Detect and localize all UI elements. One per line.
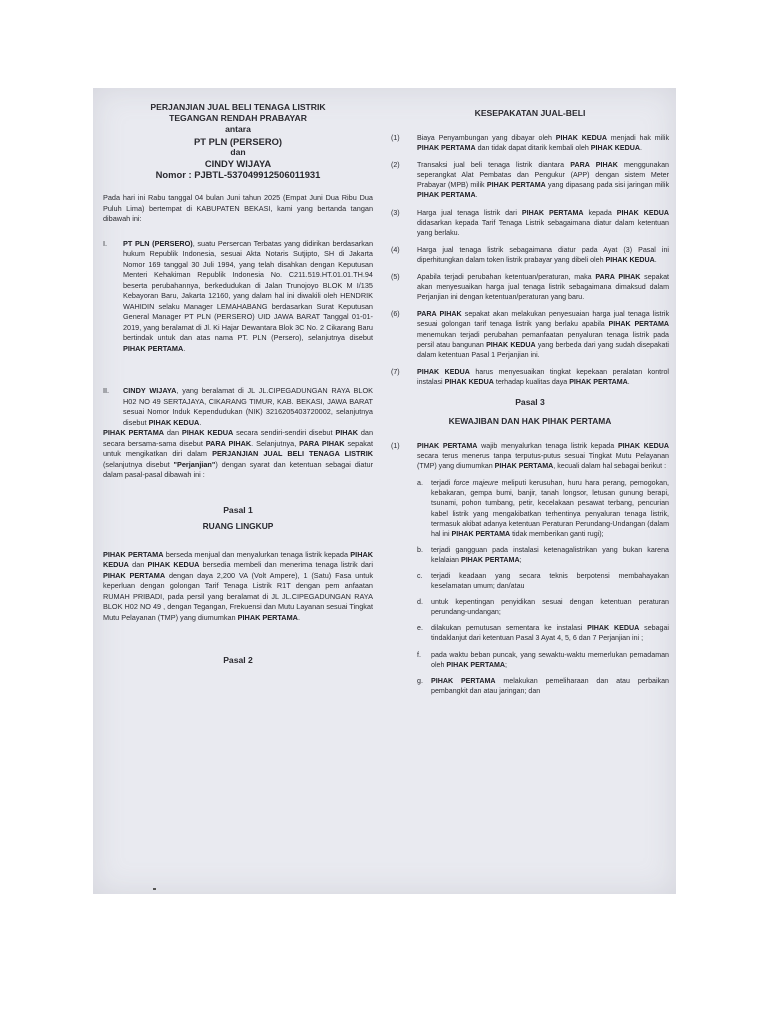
def-term-4: PARA PIHAK — [205, 438, 252, 448]
party-first-name: PT PLN (PERSERO) — [123, 238, 193, 248]
party-first-text — [123, 239, 373, 355]
item-text — [417, 208, 669, 238]
emphasis-term: PIHAK PERTAMA — [460, 555, 520, 564]
text-segment: dan tidak dapat ditarik kembali oleh — [475, 144, 591, 153]
text-segment: harus menyesuaikan tingkat kepekaan peralatan kontrol instalasi — [417, 367, 669, 386]
emphasis-term: PIHAK KEDUA — [417, 367, 470, 376]
sub-item-letter: a. — [417, 479, 423, 488]
sub-item-text — [431, 478, 669, 539]
party-first-term: PIHAK PERTAMA — [123, 343, 184, 353]
kesepakatan-item — [391, 160, 669, 200]
scope-text-4: dengan daya 2,200 VA (Volt Ampere), 1 (Satu) Fasa untuk keperluan dengan golongan Tarif Tenaga Listrik R1T dengan pem anfaatan RUMAH PRIBADI, pada persil yang beralamat di JL JL.CIPEGADUNGAN RAYA BLOK H02 NO 49 , dengan Tegangan, Frekuensi dan Mutu Layanan sesuai Tingkat Mutu Pelayanan (TMP) yang diumumkan — [103, 570, 373, 622]
text-segment: sepakat akan melakukan penyesuaian harga jual tenaga listrik sesuai golongan tarif tenaga listrik yang berlaku apabila — [417, 310, 669, 329]
emphasis-term: PIHAK PERTAMA — [486, 181, 546, 190]
sub-item-letter: b. — [417, 545, 423, 554]
title-line-2: TEGANGAN RENDAH PRABAYAR — [169, 113, 307, 124]
pasal-2-label: Pasal 2 — [223, 655, 253, 666]
item-number: (6) — [391, 310, 400, 319]
sub-item-text — [431, 571, 669, 591]
title-line-6: CINDY WIJAYA — [204, 158, 272, 170]
text-segment: Harga jual tenaga listrik sebagaimana diatur pada Ayat (3) Pasal ini diperhitungkan dalam token listrik prabayar yang dibeli oleh — [417, 245, 669, 264]
kesepakatan-item — [391, 309, 669, 359]
item-text — [417, 272, 669, 302]
intro-paragraph: Pada hari ini Rabu tanggal 04 bulan Juni tahun 2025 (Empat Juni Dua Ribu Dua Puluh Lima) bertempat di KABUPATEN BEKASI, kami yang bertanda tangan dibawah ini: — [103, 193, 373, 224]
text-segment: meliputi kerusuhan, huru hara perang, pemogokan, kebakaran, gempa bumi, banjir, tanah longsor, letusan gunung berapi, tsunami, pohon tumbang, petir, kecelakaan pesawat terbang, pencurian kabel listrik yang mengakibatkan terhentinya penyaluran tenaga listrik, termasuk akibat adanya ketentuan Peraturan Perundang-Undangan (dalam hal ini — [431, 479, 670, 538]
kesepakatan-item — [391, 272, 669, 302]
item-number: (1) — [391, 134, 400, 142]
def-text-3: dan secara bersama-sama disebut — [103, 428, 374, 448]
party-second-body: , yang beralamat di JL JL.CIPEGADUNGAN RAYA BLOK H02 NO 49 SERTAJAYA, CIKARANG TIMUR, KAB. BEKASI, JAWA BARAT sesuai Nomor Induk Kependudukan (NIK) 3216205403720002, selanjutnya disebut — [123, 386, 373, 427]
text-segment: secara terus menerus tanpa terputus-putus sesuai Tingkat Mutu Pelayanan (TMP) yang diumumkan — [417, 452, 669, 471]
text-segment: , kecuali dalam hal sebagai berikut : — [553, 462, 667, 471]
emphasis-term: PIHAK KEDUA — [486, 340, 536, 349]
def-text-2: secara sendiri-sendiri disebut — [233, 428, 336, 438]
text-segment: melakukan pemeliharaan dan atau perbaikan pembangkit dan atau jaringan; dan — [431, 676, 669, 695]
left-column — [103, 102, 373, 666]
def-text-4: . Selanjutnya, — [251, 438, 300, 448]
agreement-title — [103, 102, 373, 180]
party-first-body: , suatu Persercan Terbatas yang didirikan berdasarkan hukum Republik Indonesia, sesuai Akta Notaris Sutjipto, SH di Jakarta Nomor 169 tanggal 30 Juli 1994, yang telah disahkan dengan Keputusan Menteri Kehakiman Republik Indonesia No. C211.519.HT.01.01.TH.94 beserta perubahannya, berkedudukan di Jalan Trunojoyo BLOK M I/135 Kebayoran Baru, Jakarta 12160, yang dalam hal ini diwakili oleh HENDRIK WAHIDIN selaku Manager LEMAHABANG berdasarkan Surat Keputusan General Manager PT PLN (PERSERO) UID JAWA BARAT Tanggal 01-01-2019, yang beralamat di Jl. Ki Hajar Dewantara Blok 3C No. 2 Cikarang Baru bertindak untuk dan atas nama PT. PLN (Persero), selanjutnya disebut — [123, 238, 374, 343]
emphasis-term: PIHAK KEDUA — [444, 377, 494, 386]
text-segment: untuk kepentingan penyidikan sesuai dengan ketentuan peraturan perundang-undangan; — [431, 598, 669, 617]
emphasis-term: PIHAK KEDUA — [587, 624, 640, 633]
item-text — [417, 441, 669, 471]
item-number: (7) — [391, 367, 400, 376]
text-segment: menggunakan seperangkat Alat Pembatas dan Pengukur (APP) dengan sistem Meter Prabayar (MPB) milik — [417, 161, 669, 190]
def-term-1: PIHAK PERTAMA — [103, 428, 165, 438]
text-segment: terjadi gangguan pada instalasi ketenagalistrikan yang bukan karena kelalaian — [431, 545, 669, 564]
def-term-7: "Perjanjian" — [173, 459, 216, 469]
text-segment: Biaya Penyambungan yang dibayar oleh — [417, 134, 556, 142]
sub-item — [391, 623, 669, 643]
item-text — [417, 133, 669, 153]
emphasis-term: PIHAK PERTAMA — [446, 660, 505, 669]
def-term-2: PIHAK KEDUA — [181, 428, 234, 438]
item-number: (5) — [391, 273, 400, 282]
item-number: (3) — [391, 208, 400, 217]
def-term-6: PERJANJIAN JUAL BELI TENAGA LISTRIK — [212, 449, 374, 459]
scope-text-3: bersedia membeli dan menerima tenaga listrik dari — [199, 560, 373, 570]
pasal-3-item-1 — [391, 441, 669, 471]
emphasis-term: PIHAK PERTAMA — [431, 676, 496, 685]
emphasis-term: PIHAK PERTAMA — [417, 144, 476, 153]
text-segment: terhadap kualitas daya — [493, 377, 570, 386]
title-line-4: PT PLN (PERSERO) — [193, 135, 283, 147]
sub-item-text — [431, 597, 669, 617]
text-segment: pada waktu beban puncak, yang sewaktu-waktu memerlukan pemadaman oleh — [431, 650, 669, 669]
text-segment: sepakat akan menyesuaikan harga jual tenaga listrik sebagaimana dimaksud dalam Perjanjian ini dengan ketentuan/peraturan yang baru. — [417, 273, 670, 302]
scope-term-2: PIHAK KEDUA — [103, 549, 373, 570]
party-second-text — [123, 386, 373, 428]
kesepakatan-item — [391, 245, 669, 265]
text-segment: ; — [504, 660, 507, 669]
text-segment: ; — [519, 555, 522, 564]
item-number: (1) — [391, 441, 400, 450]
parties-definition-paragraph — [103, 428, 373, 481]
sub-item-letter: d. — [417, 598, 423, 607]
party-first-end: . — [183, 343, 186, 353]
pasal-3-sublist — [391, 478, 669, 696]
text-segment: sebagai tindaklanjut dari ketentuan Pasal 3 Ayat 4, 5, 6 dan 7 Perjanjian ini ; — [431, 624, 669, 643]
def-text-7: ) dengan syarat dan ketentuan sebagai diatur dalam pasal-pasal dibawah ini : — [103, 459, 374, 480]
title-line-5: dan — [230, 146, 246, 157]
sub-item-letter: c. — [417, 572, 423, 580]
item-text — [417, 160, 669, 200]
title-line-3: antara — [225, 124, 251, 135]
sub-item-text — [431, 650, 669, 670]
emphasis-term: PARA PIHAK — [417, 310, 462, 319]
scope-term-5: PIHAK PERTAMA — [237, 612, 298, 622]
text-segment: menemukan terjadi perubahan pemanfaatan penyaluran tenaga listrik pada persil atau bangunan — [417, 330, 669, 349]
sub-item-letter: g. — [417, 676, 423, 685]
text-segment: yang dipasang pada sisi jaringan milik — [545, 181, 669, 190]
text-segment: terjadi keadaan yang secara teknis berpotensi membahayakan keselamatan umum; dan/atau — [431, 572, 669, 591]
emphasis-term: PIHAK PERTAMA — [569, 377, 628, 386]
scope-term-4: PIHAK PERTAMA — [103, 570, 166, 580]
text-segment: didasarkan kepada Tarif Tenaga Listrik sebagaimana diatur dalam ketentuan yang berlaku. — [417, 218, 669, 237]
def-text-6: (selanjutnya disebut — [103, 459, 174, 469]
emphasis-term: PIHAK KEDUA — [605, 255, 655, 264]
emphasis-term: PIHAK PERTAMA — [451, 529, 511, 538]
item-number: (2) — [391, 161, 400, 170]
emphasis-term: PIHAK KEDUA — [616, 208, 670, 217]
scope-term-3: PIHAK KEDUA — [147, 560, 200, 570]
text-segment: . — [640, 144, 642, 153]
pasal-3-subtitle: KEWAJIBAN DAN HAK PIHAK PERTAMA — [448, 415, 612, 426]
text-segment: wajib menyalurkan tenaga listrik kepada — [477, 441, 618, 450]
pasal-3-label: Pasal 3 — [515, 396, 545, 407]
party-second — [103, 386, 373, 428]
text-segment: . — [654, 255, 657, 264]
emphasis-term: PIHAK PERTAMA — [494, 462, 554, 471]
party-second-name: CINDY WIJAYA — [123, 386, 177, 396]
scan-speck — [153, 888, 156, 890]
party-first — [103, 239, 373, 355]
text-segment: Apabila terjadi perubahan ketentuan/peraturan, maka — [417, 273, 596, 282]
sub-item — [391, 478, 669, 539]
kesepakatan-heading: KESEPAKATAN JUAL-BELI — [474, 108, 586, 118]
title-line-1: PERJANJIAN JUAL BELI TENAGA LISTRIK — [150, 102, 326, 112]
text-segment: Harga jual tenaga listrik dari — [417, 208, 522, 217]
emphasis-term: PIHAK PERTAMA — [417, 441, 478, 450]
def-text-1: dan — [164, 428, 182, 438]
emphasis-term: PIHAK PERTAMA — [521, 208, 584, 217]
def-term-5: PARA PIHAK — [299, 438, 345, 448]
emphasis-term: PIHAK PERTAMA — [417, 191, 476, 200]
sub-item-text — [431, 623, 669, 643]
party-second-term: PIHAK KEDUA — [148, 417, 200, 427]
scope-text-1: berseda menjual dan menyalurkan tenaga listrik kepada — [163, 549, 351, 559]
kesepakatan-item — [391, 133, 669, 153]
emphasis-term: PARA PIHAK — [570, 161, 618, 170]
text-segment: kepada — [583, 208, 617, 217]
party-first-number: I. — [103, 238, 108, 248]
scope-text-2: dan — [128, 560, 148, 570]
emphasis-term: PIHAK KEDUA — [590, 144, 641, 153]
sub-item-text — [431, 676, 669, 696]
kesepakatan-item — [391, 208, 669, 238]
pasal-1-label: Pasal 1 — [223, 504, 253, 515]
item-text — [417, 309, 669, 359]
sub-item — [391, 676, 669, 696]
party-second-number: II. — [103, 386, 110, 396]
sub-item — [391, 545, 669, 565]
text-segment: tidak memberikan ganti rugi); — [510, 529, 604, 538]
agreement-number: Nomor : PJBTL-537049912506011931 — [155, 169, 321, 181]
text-segment: menjadi hak milik — [606, 134, 669, 142]
def-text-5: sepakat untuk mengikatkan diri dalam — [103, 438, 374, 459]
emphasis-term: PIHAK PERTAMA — [608, 320, 669, 329]
right-column — [391, 102, 669, 702]
sub-item — [391, 650, 669, 670]
sub-item-letter: e. — [417, 624, 423, 633]
kesepakatan-list — [391, 133, 669, 387]
emphasis-term: PIHAK KEDUA — [617, 441, 670, 450]
document-page — [93, 88, 676, 894]
pasal-1-subtitle: RUANG LINGKUP — [202, 520, 274, 531]
item-text — [417, 245, 669, 265]
scope-term-1: PIHAK PERTAMA — [103, 549, 164, 559]
emphasis-term: force majeure — [453, 479, 499, 488]
emphasis-term: PARA PIHAK — [595, 273, 641, 282]
scope-text-5: . — [297, 612, 300, 622]
sub-item-text — [431, 545, 669, 565]
emphasis-term: PIHAK KEDUA — [555, 134, 607, 142]
def-term-3: PIHAK — [335, 428, 359, 438]
sub-item — [391, 597, 669, 617]
text-segment: Transaksi jual beli tenaga listrik diantara — [417, 161, 571, 170]
item-number: (4) — [391, 245, 400, 254]
sub-item — [391, 571, 669, 591]
item-text — [417, 367, 669, 387]
text-segment: terjadi — [431, 479, 454, 488]
sub-item-letter: f. — [417, 650, 421, 659]
text-segment: dilakukan pemutusan sementara ke instalasi — [431, 624, 588, 633]
text-segment: . — [475, 191, 478, 200]
kesepakatan-item — [391, 367, 669, 387]
scope-paragraph — [103, 550, 373, 624]
text-segment: yang berbeda dari yang sudah disepakati dalam ketentuan Pasal 1 Perjanjian ini. — [417, 340, 669, 359]
party-second-end: . — [199, 417, 202, 427]
text-segment: . — [627, 377, 630, 386]
